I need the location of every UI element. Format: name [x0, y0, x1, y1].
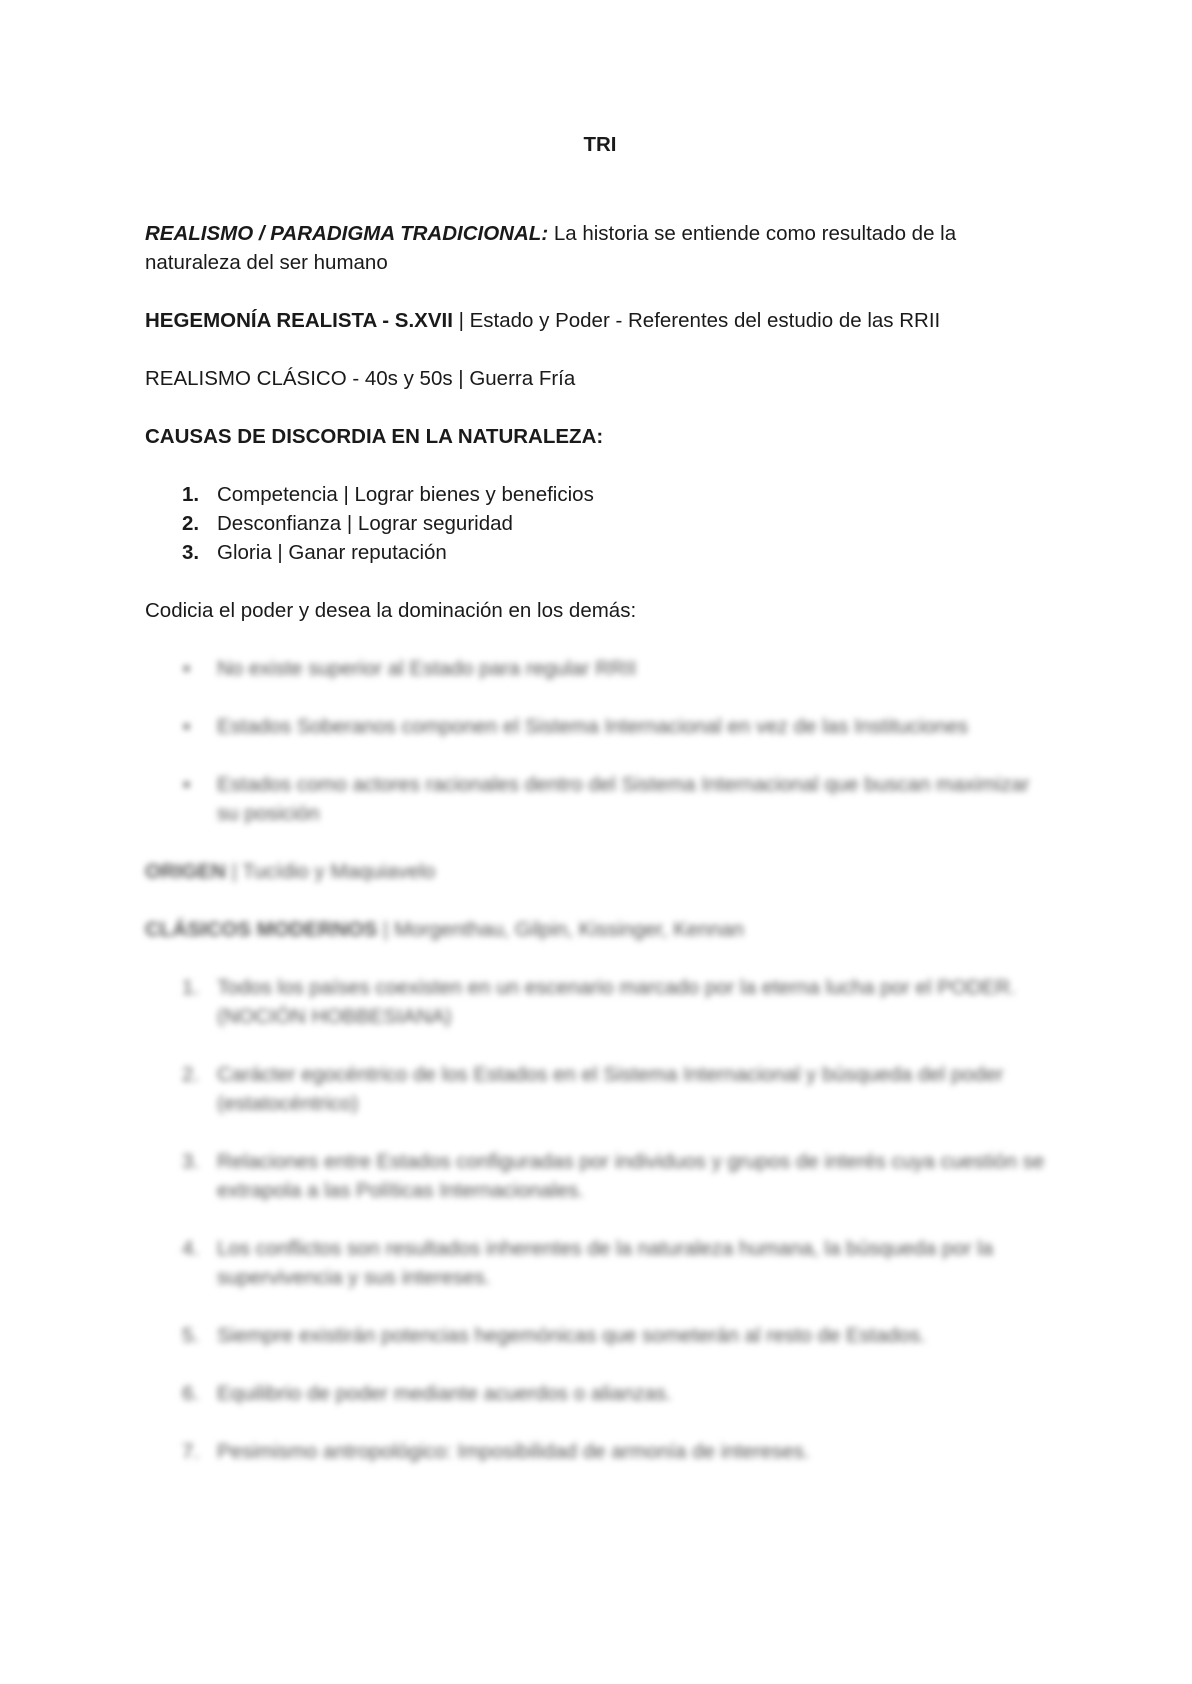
text-realismo: La historia se entiende como resultado de la naturaleza del ser humano: [145, 222, 957, 274]
list-text: Siempre existirán potencias hegemónicas que someterán al resto de Estados.: [217, 1324, 926, 1347]
list-item: [145, 538, 1055, 567]
list-number: 6.: [182, 1382, 200, 1405]
bullet-icon: ▪: [183, 773, 191, 796]
list-number: 7.: [182, 1440, 200, 1463]
list-text: Competencia | Lograr bienes y beneficios: [217, 483, 594, 506]
list-text: Pesimismo antropológico: Imposibilidad de armonía de intereses.: [217, 1440, 810, 1463]
heading-origen: ORIGEN: [145, 860, 226, 883]
list-item: [145, 654, 1055, 683]
paragraph-realismo-clasico: REALISMO CLÁSICO - 40s y 50s | Guerra Fría: [145, 367, 576, 390]
list-text: Estados Soberanos componen el Sistema Internacional en vez de las Instituciones: [217, 715, 968, 738]
text-hegemonia: | Estado y Poder - Referentes del estudio de las RRII: [452, 309, 941, 332]
document-title: TRI: [583, 133, 617, 156]
list-text: Todos los países coexisten en un escenario marcado por la eterna lucha por el PODER. (NOCIÓN HOBBESIANA): [217, 976, 1016, 1028]
list-item: [145, 1060, 1055, 1118]
list-number: 3.: [182, 1150, 200, 1173]
list-number: 1.: [182, 976, 200, 999]
bullet-icon: ▪: [183, 657, 191, 680]
list-text: Gloria | Ganar reputación: [217, 541, 447, 564]
list-item: [145, 770, 1055, 828]
list-text: Los conflictos son resultados inherentes de la naturaleza humana, la búsqueda por la supervivencia y sus intereses.: [217, 1237, 994, 1289]
list-number: 3.: [182, 541, 200, 564]
heading-realismo: REALISMO / PARADIGMA TRADICIONAL:: [145, 222, 549, 245]
list-item: [145, 480, 1055, 509]
list-text: Estados como actores racionales dentro del Sistema Internacional que buscan maximizar su posición: [217, 773, 1030, 825]
list-item: [145, 712, 1055, 741]
heading-causas: CAUSAS DE DISCORDIA EN LA NATURALEZA:: [145, 425, 604, 448]
list-item: [145, 1437, 1055, 1466]
list-item: [145, 1147, 1055, 1205]
heading-clasicos-modernos: CLÁSICOS MODERNOS: [145, 918, 378, 941]
paragraph-origen: [145, 857, 1055, 886]
list-number: 2.: [182, 1063, 200, 1086]
list-number: 5.: [182, 1324, 200, 1347]
principles-list: [145, 973, 1055, 1466]
blurred-content: [145, 654, 1055, 1466]
list-item: [145, 1379, 1055, 1408]
paragraph-realismo: [145, 219, 1055, 277]
list-number: 2.: [182, 512, 200, 535]
list-item: [145, 509, 1055, 538]
list-text: Equilibrio de poder mediante acuerdos o alianzas.: [217, 1382, 672, 1405]
paragraph-codicia: Codicia el poder y desea la dominación en los demás:: [145, 599, 637, 622]
bullet-list: [145, 654, 1055, 828]
text-clasicos-modernos: | Morgenthau, Gilpin, Kissinger, Kennan: [377, 918, 744, 941]
list-number: 1.: [182, 483, 200, 506]
list-text: Relaciones entre Estados configuradas por individuos y grupos de interés cuya cuestión se extrapola a las Políticas Internacionales.: [217, 1150, 1045, 1202]
document-body: [145, 130, 1055, 1495]
list-text: No existe superior al Estado para regular RRII: [217, 657, 637, 680]
paragraph-clasicos-modernos: [145, 915, 1055, 944]
list-text: Desconfianza | Lograr seguridad: [217, 512, 513, 535]
paragraph-hegemonia: [145, 306, 1055, 335]
text-origen: | Tucídio y Maquiavelo: [225, 860, 436, 883]
list-text: Carácter egocéntrico de los Estados en el Sistema Internacional y búsqueda del poder (estatocéntrico): [217, 1063, 1004, 1115]
causes-list: [145, 480, 1055, 567]
list-item: [145, 1321, 1055, 1350]
list-item: [145, 973, 1055, 1031]
bullet-icon: ▪: [183, 715, 191, 738]
list-item: [145, 1234, 1055, 1292]
heading-hegemonia: HEGEMONÍA REALISTA - S.XVII: [145, 309, 453, 332]
list-number: 4.: [182, 1237, 200, 1260]
